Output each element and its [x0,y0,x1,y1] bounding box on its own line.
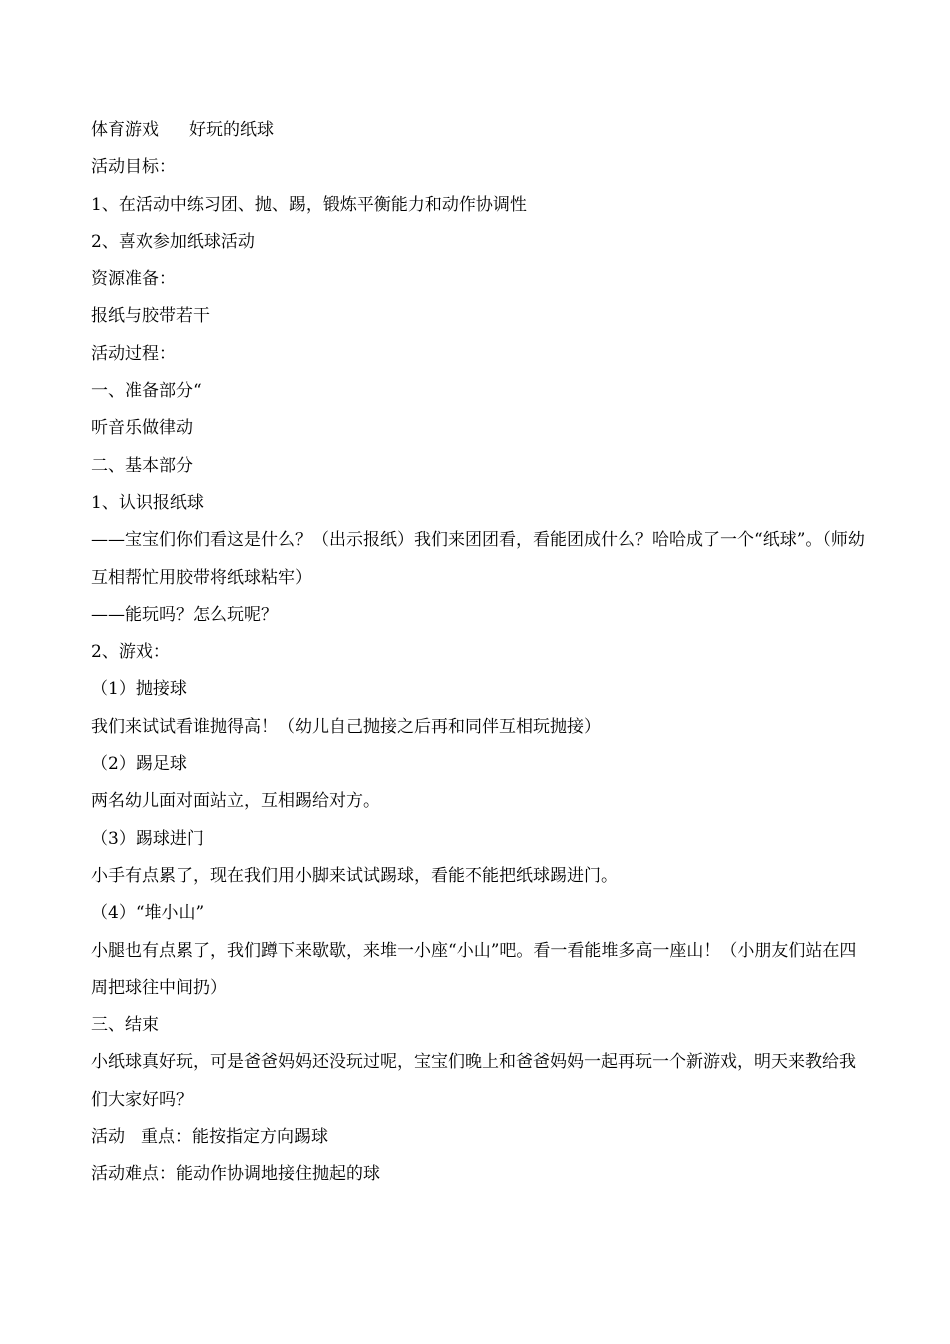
step1-heading: 1、认识报纸球 [91,492,204,513]
game1-heading: （1）抛接球 [91,679,187,700]
title-name: 好玩的纸球 [189,120,274,140]
game1-text: 我们来试试看谁抛得高！（幼儿自己抛接之后再和同伴互相玩抛接） [91,716,601,737]
game2-heading: （2）踢足球 [91,754,187,775]
goal-item-1: 1、在活动中练习团、抛、踢，锻炼平衡能力和动作协调性 [91,194,527,215]
part2-heading: 二、基本部分 [91,455,193,476]
game4-heading: （4）“堆小山” [91,903,205,924]
part3-text: 小纸球真好玩，可是爸爸妈妈还没玩过呢，宝宝们晚上和爸爸妈妈一起再玩一个新游戏，明天来教给我们大家好吗？ [91,1052,856,1110]
game2-text: 两名幼儿面对面站立，互相踢给对方。 [91,791,380,812]
part1-heading: 一、准备部分“ [91,381,202,402]
goal-heading: 活动目标： [91,157,176,178]
key-point-label: 活动 [91,1127,125,1148]
goal-item-2: 2、喜欢参加纸球活动 [91,231,255,252]
process-heading: 活动过程： [91,343,176,364]
title-category: 体育游戏 [91,120,159,140]
step2-heading: 2、游戏： [91,642,170,663]
game3-heading: （3）踢球进门 [91,828,204,849]
step1-text-a: ——宝宝们你们看这是什么？（出示报纸）我们来团团看，看能团成什么？哈哈成了一个“纸球”。（师幼互相帮忙用胶带将纸球粘牢） [91,530,865,588]
part1-text: 听音乐做律动 [91,418,193,439]
part3-heading: 三、结束 [91,1015,159,1036]
step1-text-b: ——能玩吗？怎么玩呢？ [91,604,278,625]
game3-text: 小手有点累了，现在我们用小脚来试试踢球，看能不能把纸球踢进门。 [91,865,618,886]
key-point [91,1119,871,1156]
document-title [91,112,871,149]
prep-text: 报纸与胶带若干 [91,306,210,327]
key-point-text: 重点：能按指定方向踢球 [141,1127,328,1148]
document-body [91,112,871,1194]
game4-text: 小腿也有点累了，我们蹲下来歇歇，来堆一小座“小山”吧。看一看能堆多高一座山！（小朋友们站在四周把球往中间扔） [91,940,857,998]
difficulty-point: 活动难点：能动作协调地接住抛起的球 [91,1164,380,1185]
prep-heading: 资源准备： [91,269,176,290]
